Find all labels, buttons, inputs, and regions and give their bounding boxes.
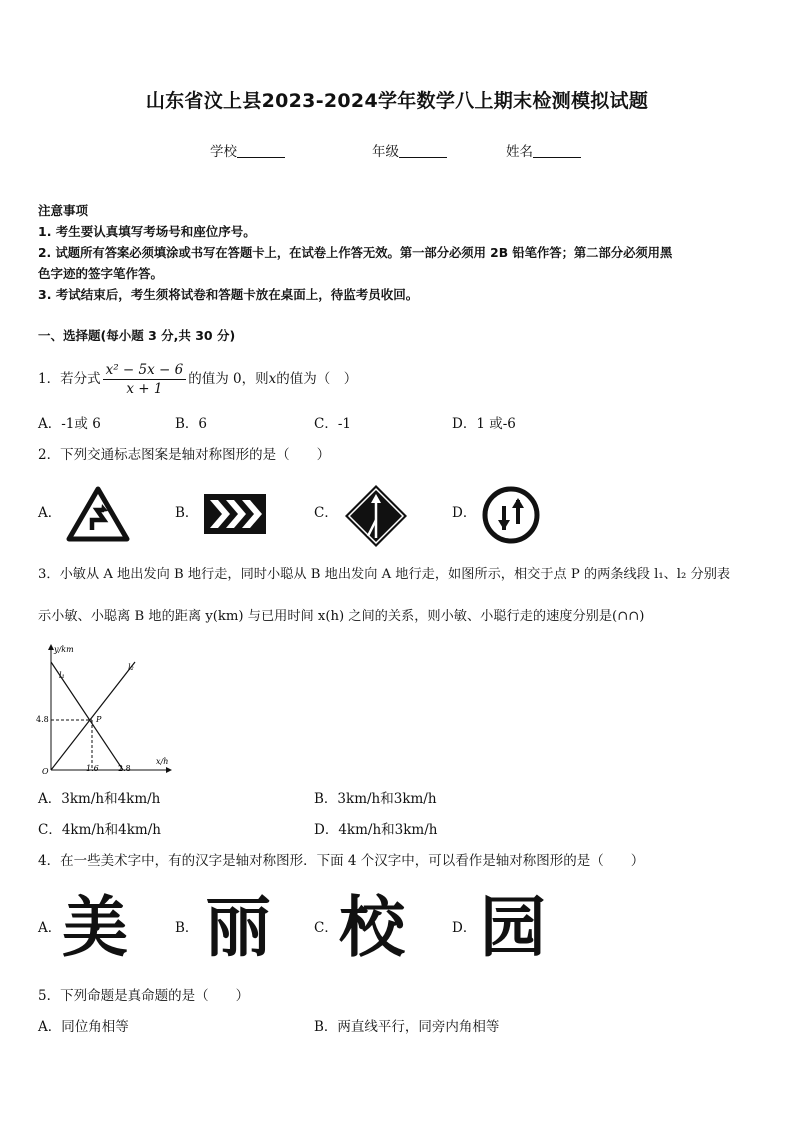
q1-option-a[interactable]: A．-1或 6 (38, 416, 101, 432)
two-way-traffic-sign-icon (482, 486, 540, 544)
q1-option-b[interactable]: B．6 (175, 416, 208, 432)
school-blank[interactable] (237, 143, 285, 158)
grade-label: 年级 (372, 144, 399, 160)
q5-stem: 5．下列命题是真命题的是（ ） (38, 988, 250, 1004)
x-axis-arrow (166, 767, 172, 773)
q1-post2: 的值为（ ） (276, 371, 358, 387)
name-label: 姓名 (506, 144, 533, 160)
note-item-3: 3. 考试结束后，考生须将试卷和答题卡放在桌面上，待监考员收回。 (38, 287, 419, 302)
q4-label-d[interactable]: D． (452, 920, 477, 936)
warning-triangle-sign-icon (66, 486, 130, 542)
q1-var: x (268, 371, 277, 387)
q4-stem: 4．在一些美术字中，有的汉字是轴对称图形．下面 4 个汉字中，可以看作是轴对称图形的是（ ） (38, 853, 645, 869)
school-field[interactable] (210, 140, 285, 160)
q1-stem (38, 360, 357, 398)
chevron-sign-icon (204, 494, 266, 534)
q1-option-d[interactable]: D．1 或-6 (452, 416, 516, 432)
origin-label: O (42, 767, 49, 776)
q5-option-a[interactable]: A．同位角相等 (38, 1019, 129, 1035)
q1-numerator: x² − 5x − 6 (103, 361, 187, 380)
q1-denominator: x + 1 (126, 381, 163, 397)
x-tick-2: 2.8 (118, 764, 131, 773)
q4-char-c: 校 (339, 889, 405, 966)
note-item-2a: 2. 试题所有答案必须填涂或书写在答题卡上，在试卷上作答无效。第一部分必须用 2B 铅笔作答；第二部分必须用黑 (38, 246, 673, 260)
y-axis-label: y/km (54, 645, 74, 654)
q4-char-b: 丽 (205, 889, 271, 966)
q4-label-c[interactable]: C． (314, 920, 338, 936)
q2-label-c[interactable]: C． (314, 505, 338, 521)
q3-stem-line1: 3．小敏从 A 地出发向 B 地行走，同时小聪从 B 地出发向 A 地行走，如图所示，相交于点 P 的两条线段 l₁、l₂ 分别表 (38, 567, 731, 582)
section-heading: 一、选择题(每小题 3 分,共 30 分) (38, 328, 236, 343)
q4-char-a: 美 (62, 889, 128, 966)
name-field[interactable] (506, 140, 581, 160)
name-blank[interactable] (533, 143, 581, 158)
q2-label-a[interactable]: A． (38, 505, 62, 521)
q3-stem-line2: 示小敏、小聪离 B 地的距离 y(km) 与已用时间 x(h) 之间的关系，则小敏、小聪行走的速度分别是(∩∩) (38, 609, 645, 624)
notes-heading: 注意事项 (38, 203, 89, 218)
q3-option-b[interactable]: B．3km/h和3km/h (314, 791, 437, 807)
q3-option-a[interactable]: A．3km/h和4km/h (38, 791, 161, 807)
q1-option-c[interactable]: C．-1 (314, 416, 351, 432)
grade-field[interactable] (372, 140, 447, 160)
q1-pre: 1．若分式 (38, 371, 101, 387)
x-axis-label: x/h (156, 757, 169, 766)
q4-label-a[interactable]: A． (38, 920, 62, 936)
q1-post: 的值为 0，则 (188, 371, 269, 387)
q2-label-d[interactable]: D． (452, 505, 477, 521)
p-label: P (96, 715, 102, 724)
merge-diamond-sign-icon (344, 484, 408, 548)
q1-fraction (103, 361, 187, 398)
q5-option-b[interactable]: B．两直线平行，同旁内角相等 (314, 1019, 500, 1035)
q2-label-b[interactable]: B． (175, 505, 199, 521)
page-title: 山东省汶上县2023-2024学年数学八上期末检测模拟试题 (145, 90, 649, 112)
q3-distance-time-graph (32, 640, 182, 776)
y-tick-label: 4.8 (36, 715, 49, 724)
x-tick-1: 1.6 (86, 764, 99, 773)
grade-blank[interactable] (399, 143, 447, 158)
q2-stem: 2．下列交通标志图案是轴对称图形的是（ ） (38, 447, 331, 463)
q3-option-d[interactable]: D．4km/h和3km/h (314, 822, 438, 838)
note-item-1: 1. 考生要认真填写考场号和座位序号。 (38, 224, 256, 239)
q3-option-c[interactable]: C．4km/h和4km/h (38, 822, 161, 838)
l2-label: l₂ (128, 663, 134, 672)
school-label: 学校 (210, 144, 237, 160)
note-item-2b: 色字迹的签字笔作答。 (38, 266, 164, 281)
q4-char-d: 园 (480, 889, 546, 966)
l1-label: l₁ (59, 671, 65, 680)
q4-label-b[interactable]: B． (175, 920, 199, 936)
